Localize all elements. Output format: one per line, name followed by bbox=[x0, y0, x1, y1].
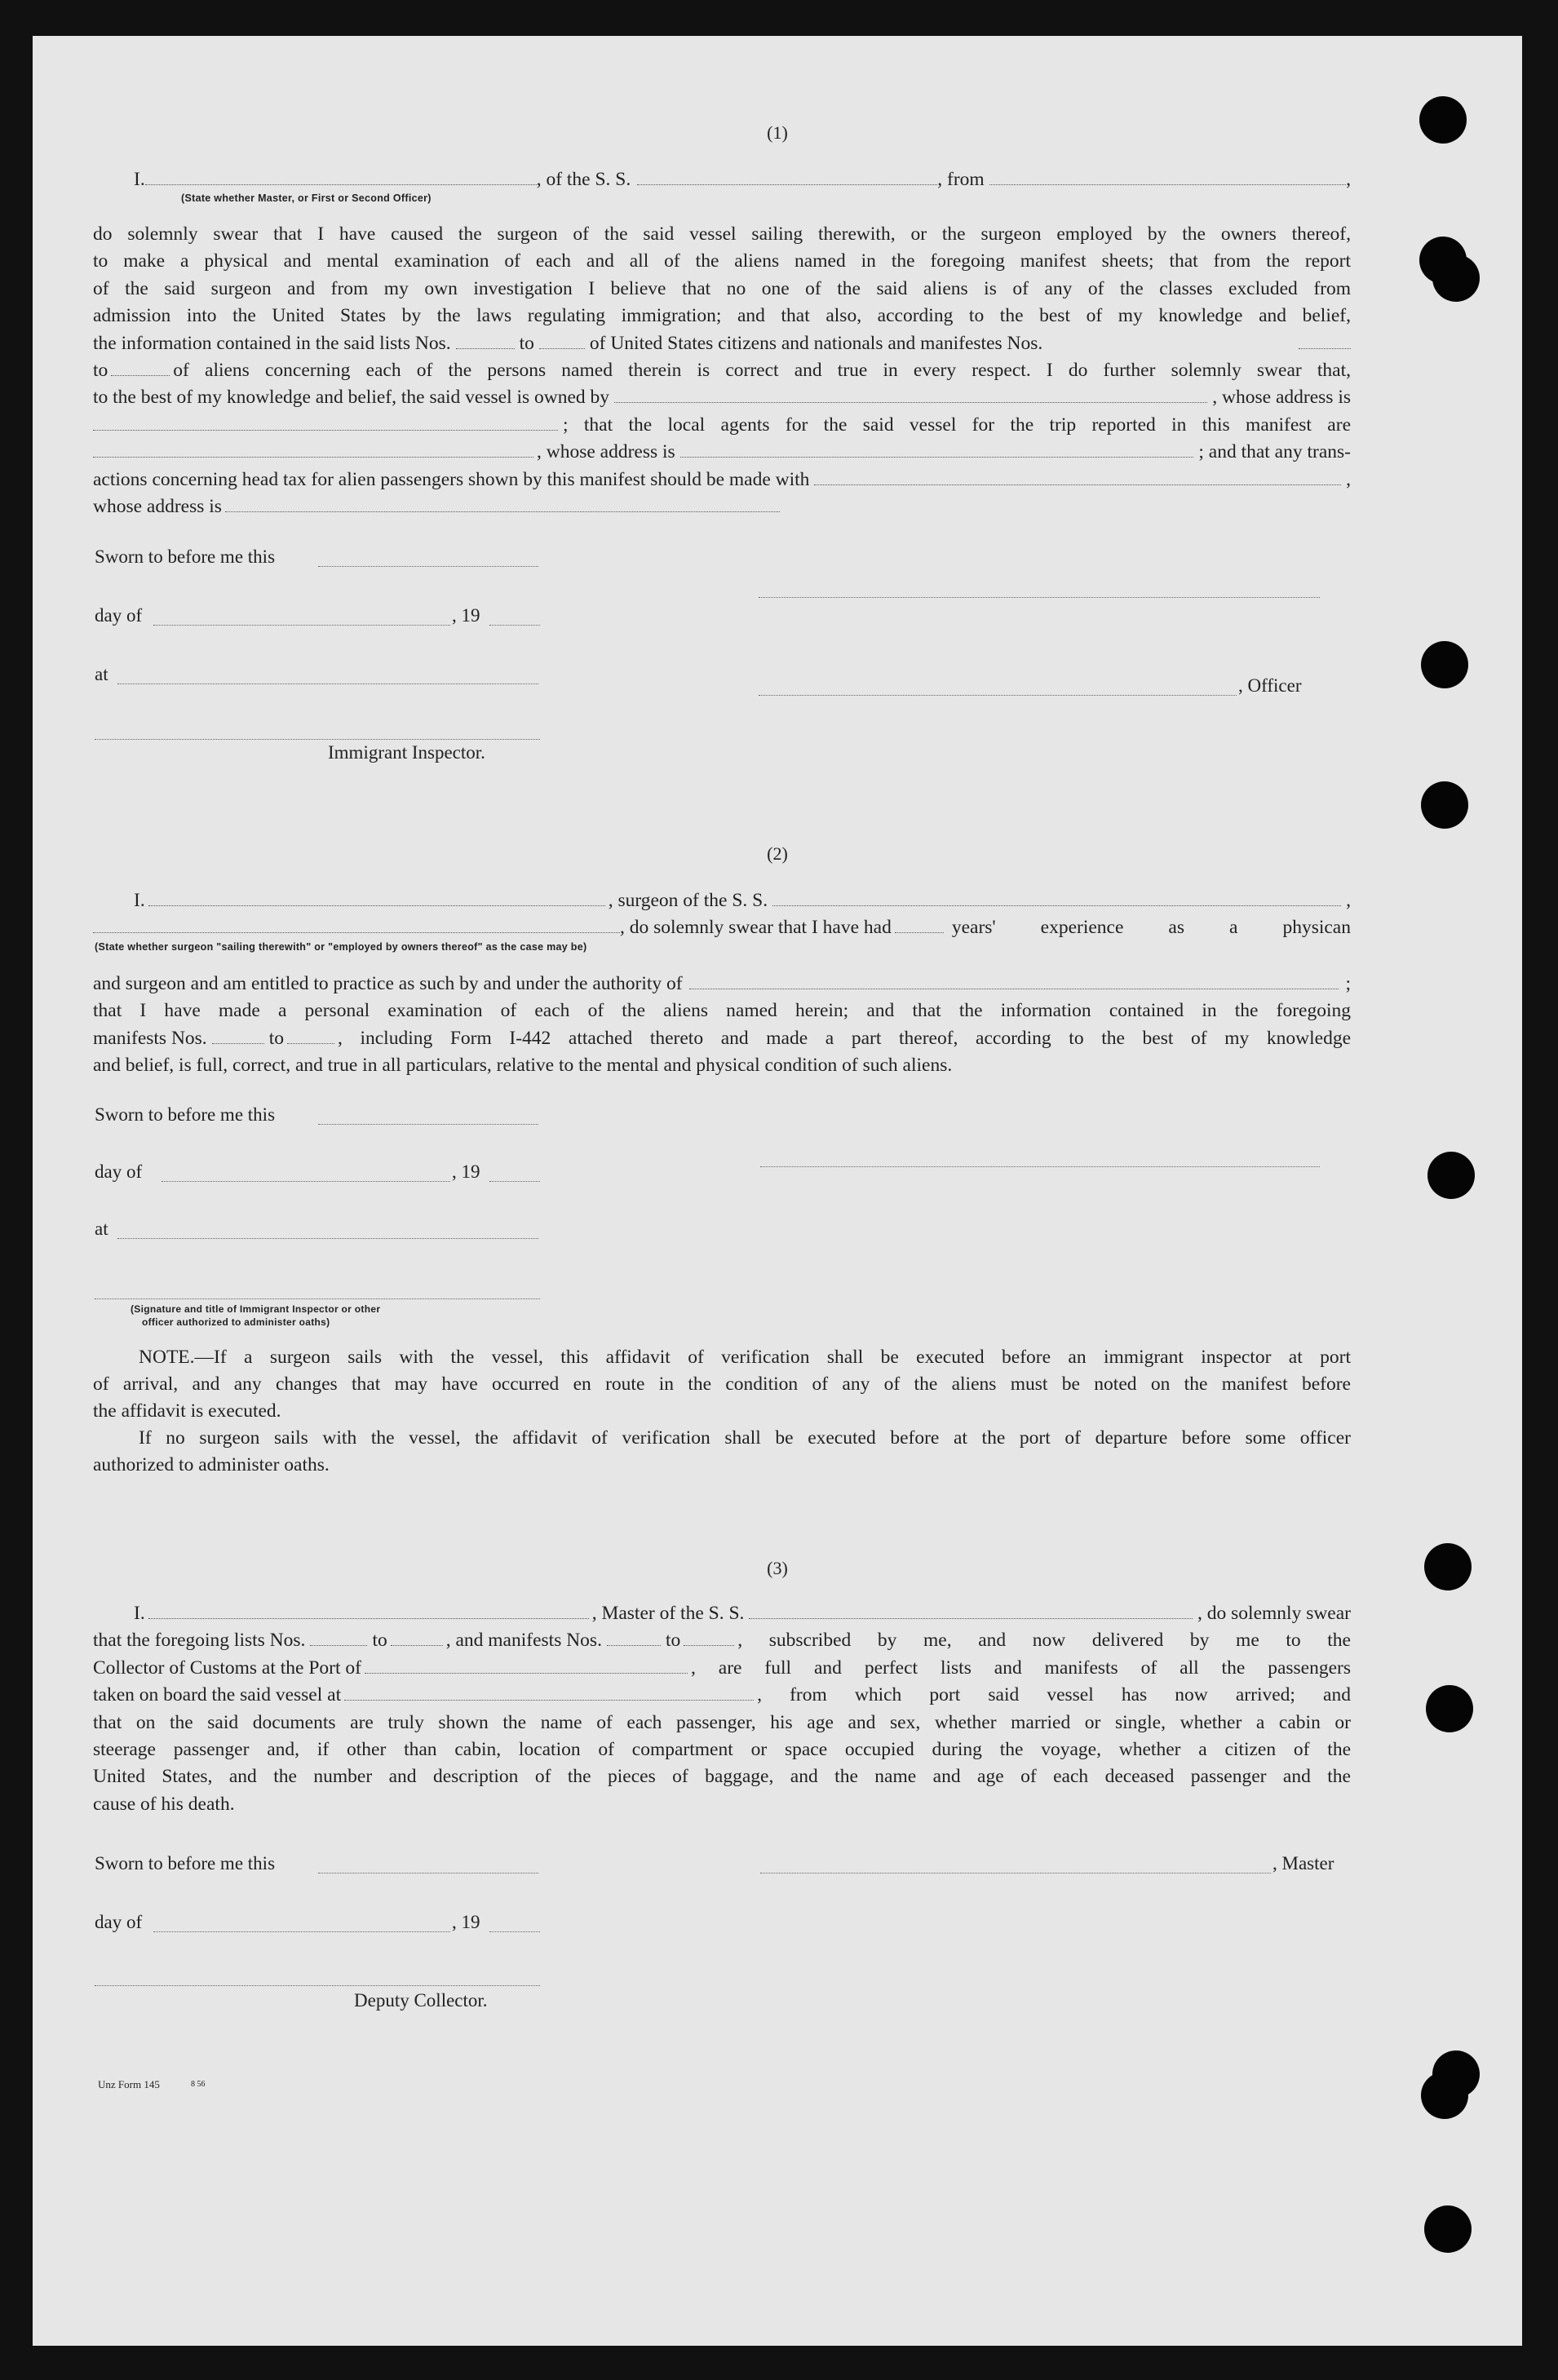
binder-hole bbox=[1424, 1543, 1472, 1590]
s2-at-label: at bbox=[95, 1219, 108, 1239]
s1-at-label: at bbox=[95, 664, 108, 684]
section-1-paragraph: do solemnly swear that I have caused the surgeon of the said vessel sailing therewith, or the surgeon employed by the owners thereof, to make a physical and mental examination of each and all of the aliens named in the foregoing manifest sheets; that from the report of the said surgeon and from my own investigation I believe that no one of the said aliens is of any of the classes excluded from admission into the United States by the laws regulating immigration; and that also, according to the best of my knowledge and belief, the information contained in the said lists Nos. to of United States citizens and nationals and manifestes Nos. to of aliens concerning each of the persons named therein is correct and true in every respect. I do further solemnly swear that, to the best of my knowledge and belief, the said vessel is owned by , whose address is ; that the local agents for the said vessel for the trip reported in this manifest are , whose address is ; and that any trans- actions concerning head tax for alien passengers shown by this manifest should be made with , whose address is bbox=[93, 221, 1351, 520]
s3-signature-line[interactable] bbox=[760, 1871, 1271, 1873]
s1-from-label: , from bbox=[937, 169, 985, 190]
s1-line: do solemnly swear that I have caused the surgeon of the said vessel sailing therewith, or the surgeon employed by the owners thereof, bbox=[93, 223, 1351, 245]
form-code: 8 56 bbox=[191, 2080, 206, 2089]
s1-head-tax-field[interactable] bbox=[814, 470, 1341, 485]
s3-sworn-field[interactable] bbox=[318, 1871, 538, 1873]
s2-vessel-field[interactable] bbox=[772, 891, 1341, 906]
binder-hole bbox=[1427, 1152, 1475, 1199]
s2-day-label: day of bbox=[95, 1161, 143, 1182]
form-number: Unz Form 145 bbox=[98, 2078, 160, 2090]
s2-manifests-from-field[interactable] bbox=[212, 1029, 264, 1044]
s3-line: steerage passenger and, if other than cabin, location of compartment or space occupied during the voyage, whether a citizen of the bbox=[93, 1738, 1351, 1760]
note-line: the affidavit is executed. bbox=[93, 1400, 281, 1422]
s1-manifests-to-field[interactable] bbox=[111, 361, 170, 376]
s2-year-label: , 19 bbox=[452, 1161, 480, 1182]
s2-surgeon-name-field[interactable] bbox=[148, 891, 605, 906]
s1-year-field[interactable] bbox=[489, 623, 540, 626]
manifest-affidavit-page bbox=[33, 36, 1522, 2346]
binder-hole bbox=[1419, 96, 1467, 144]
section-1-body: I. , of the S. S. , from , bbox=[93, 166, 1351, 193]
s1-day-field[interactable] bbox=[153, 623, 450, 626]
s1-lists-to-field[interactable] bbox=[539, 334, 585, 349]
s2-sig-caption-1: (Signature and title of Immigrant Inspector or other bbox=[131, 1303, 381, 1315]
s2-sworn-field[interactable] bbox=[318, 1122, 538, 1125]
binder-hole bbox=[1421, 2072, 1468, 2119]
section-2-paragraph: and surgeon and am entitled to practice as such by and under the authority of ; that I have made a personal examination of each of the aliens named herein; and that the information contained in the foregoing manifests Nos. to , including Form I-442 attached thereto and made a part thereof, according to the best of my knowledge and belief, is full, correct, and true in all particulars, relative to the mental and physical condition of such aliens. bbox=[93, 973, 1351, 1077]
s3-port-field[interactable] bbox=[365, 1658, 688, 1674]
s3-year-field[interactable] bbox=[489, 1930, 540, 1932]
note-line: If no surgeon sails with the vessel, the affidavit of verification shall be executed before at the port of departure before some officer bbox=[139, 1427, 1351, 1449]
s2-years-field[interactable] bbox=[895, 918, 944, 933]
note-line: authorized to administer oaths. bbox=[93, 1454, 330, 1475]
s3-master-name-field[interactable] bbox=[148, 1604, 589, 1619]
note-line: NOTE.—If a surgeon sails with the vessel, this affidavit of verification shall be executed before an immigrant inspector at port bbox=[139, 1347, 1351, 1368]
s2-year-field[interactable] bbox=[489, 1179, 540, 1182]
s1-rank-caption: (State whether Master, or First or Second Officer) bbox=[181, 192, 432, 204]
binder-hole bbox=[1421, 781, 1468, 829]
s1-owner-address-field[interactable] bbox=[93, 415, 558, 431]
s2-sig-caption-2: officer authorized to administer oaths) bbox=[142, 1316, 330, 1328]
section-2-number: (2) bbox=[767, 843, 788, 864]
s3-day-label: day of bbox=[95, 1912, 143, 1932]
s2-manifests-to-field[interactable] bbox=[287, 1029, 334, 1044]
binder-hole bbox=[1432, 254, 1480, 302]
s3-manifests-to-field[interactable] bbox=[684, 1630, 734, 1646]
s2-at-field[interactable] bbox=[117, 1236, 538, 1239]
s2-status-caption: (State whether surgeon "sailing therewith" or "employed by owners thereof" as the case may be) bbox=[95, 941, 587, 953]
s3-collector-line[interactable] bbox=[95, 1984, 540, 1986]
s1-line: admission into the United States by the laws regulating immigration; and that also, according to the best of my knowledge and belief, bbox=[93, 305, 1351, 327]
s1-year-label: , 19 bbox=[452, 605, 480, 626]
s3-day-field[interactable] bbox=[153, 1930, 450, 1932]
note-line: of arrival, and any changes that may have occurred en route in the condition of any of the aliens must be noted on the manifest before bbox=[93, 1374, 1351, 1395]
s1-at-field[interactable] bbox=[117, 682, 538, 684]
section-3-number: (3) bbox=[767, 1558, 788, 1578]
s1-agents-field[interactable] bbox=[93, 442, 533, 458]
s3-lists-to-field[interactable] bbox=[391, 1630, 443, 1646]
s3-line: United States, and the number and description of the pieces of baggage, and the name and age of each deceased passenger and the bbox=[93, 1766, 1351, 1788]
s3-vessel-field[interactable] bbox=[749, 1604, 1193, 1619]
s3-collector-label: Deputy Collector. bbox=[354, 1990, 488, 2011]
s1-of-ss-label: , of the S. S. bbox=[536, 169, 631, 190]
s2-authority-field[interactable] bbox=[689, 974, 1339, 989]
s1-manifests-from-field[interactable] bbox=[1299, 334, 1351, 349]
s3-line: cause of his death. bbox=[93, 1793, 235, 1815]
s1-line: to make a physical and mental examination of each and all of the aliens named in the foregoing manifest sheets; that from the report bbox=[93, 250, 1351, 272]
binder-hole bbox=[1426, 1685, 1473, 1732]
s3-lists-from-field[interactable] bbox=[310, 1630, 367, 1646]
s1-sworn-label: Sworn to before me this bbox=[95, 546, 276, 567]
s3-manifests-from-field[interactable] bbox=[607, 1630, 661, 1646]
s2-inspector-line[interactable] bbox=[95, 1297, 540, 1299]
s1-sworn-field[interactable] bbox=[318, 564, 538, 567]
s3-line: that on the said documents are truly shown the name of each passenger, his age and sex, whether married or single, whether a cabin or bbox=[93, 1711, 1351, 1733]
s1-i: I. bbox=[134, 169, 145, 190]
s3-master-label: , Master bbox=[1273, 1853, 1334, 1873]
s1-inspector-label: Immigrant Inspector. bbox=[328, 742, 485, 763]
s1-officer-line[interactable] bbox=[759, 693, 1237, 696]
s1-whose-address-field[interactable] bbox=[225, 497, 780, 512]
s3-sworn-label: Sworn to before me this bbox=[95, 1853, 276, 1873]
s2-sworn-label: Sworn to before me this bbox=[95, 1104, 276, 1125]
section-2-body: I. , surgeon of the S. S. , , do solemnly swear that I have had years' experience as a physican bbox=[93, 887, 1351, 942]
s1-from-port-field[interactable] bbox=[989, 170, 1346, 185]
binder-hole bbox=[1424, 2205, 1472, 2253]
s1-signature-line[interactable] bbox=[759, 595, 1320, 598]
s2-note bbox=[93, 1344, 1351, 1479]
section-1-number: (1) bbox=[767, 122, 788, 143]
section-3-body: I. , Master of the S. S. , do solemnly swear that the foregoing lists Nos. to , and manifests Nos. to , subscribed by me, and now delivered by me to the Collector of Customs at the Port of , are full and perfect lists and manifests of all the passengers taken on board the said vessel at , from which port said vessel has now arrived; and that on the said documents are truly shown the name of each passenger, his age and sex, whether married or single, whether a cabin or steerage passenger and, if other than cabin, location of compartment or space occupied during the voyage, whether a citizen of the United States, and the number and description of the pieces of baggage, and the name and age of each deceased passenger and the cause of his death. bbox=[93, 1600, 1351, 1818]
s1-vessel-name-field[interactable] bbox=[637, 170, 937, 185]
s3-departure-port-field[interactable] bbox=[344, 1685, 754, 1701]
s1-lists-from-field[interactable] bbox=[456, 334, 515, 349]
s1-day-label: day of bbox=[95, 605, 143, 626]
s3-year-label: , 19 bbox=[452, 1912, 480, 1932]
s1-line: of the said surgeon and from my own investigation I believe that no one of the said aliens is of any of the classes excluded from bbox=[93, 277, 1351, 299]
s2-signature-line[interactable] bbox=[760, 1165, 1320, 1167]
s1-inspector-line[interactable] bbox=[95, 737, 540, 740]
s2-day-field[interactable] bbox=[162, 1179, 450, 1182]
s2-surgeon-status-field[interactable] bbox=[93, 918, 620, 933]
s1-owner-field[interactable] bbox=[614, 387, 1207, 403]
binder-hole bbox=[1421, 641, 1468, 688]
s1-officer-label: , Officer bbox=[1238, 675, 1302, 696]
s1-officer-rank-field[interactable] bbox=[145, 170, 537, 185]
s1-agents-address-field[interactable] bbox=[680, 442, 1194, 458]
